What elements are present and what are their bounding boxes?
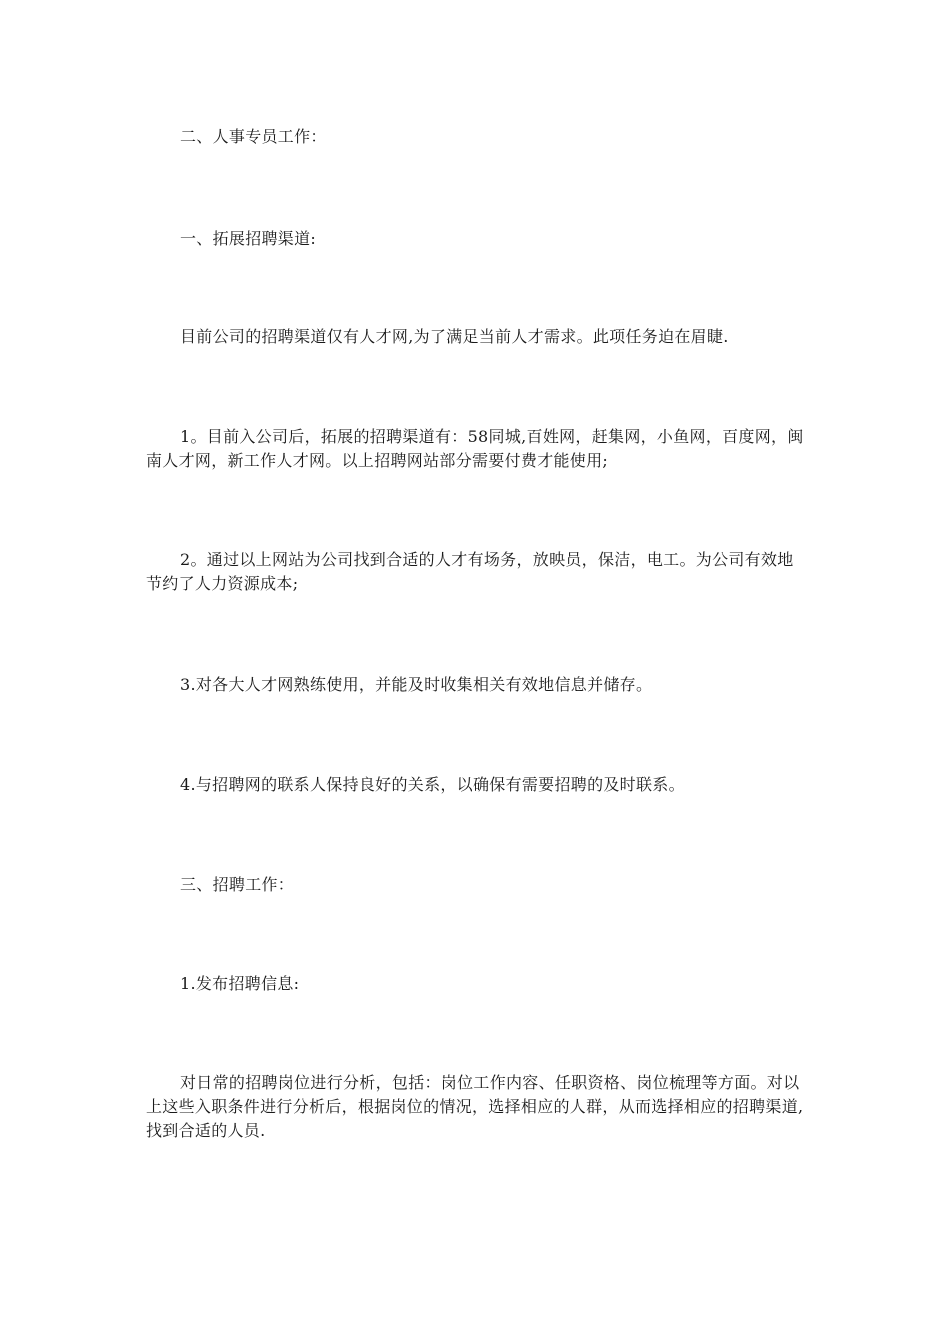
paragraph-position-analysis: 对日常的招聘岗位进行分析，包括：岗位工作内容、任职资格、岗位梳理等方面。对以上这些入职条件进行分析后，根据岗位的情况，选择相应的人群，从而选择相应的招聘渠道,找到合适的人员.	[146, 1073, 804, 1140]
paragraph-current-channels: 目前公司的招聘渠道仅有人才网,为了满足当前人才需求。此项任务迫在眉睫.	[180, 327, 729, 346]
list-item-3-usage: 3.对各大人才网熟练使用，并能及时收集相关有效地信息并储存。	[180, 675, 653, 694]
subsection-heading-expand-channels: 一、拓展招聘渠道:	[180, 229, 317, 248]
section-heading-hr-specialist: 二、人事专员工作：	[180, 127, 327, 146]
list-item-1-new-channels: 1。目前入公司后，拓展的招聘渠道有：58同城,百姓网，赶集网，小鱼网，百度网，闽南人才网，新工作人才网。以上招聘网站部分需要付费才能使用;	[146, 427, 804, 470]
subsection-heading-publish-info: 1.发布招聘信息:	[180, 974, 300, 993]
list-item-4-relations: 4.与招聘网的联系人保持良好的关系，以确保有需要招聘的及时联系。	[180, 775, 685, 794]
section-heading-recruitment: 三、招聘工作：	[180, 875, 295, 894]
list-item-2-hires: 2。通过以上网站为公司找到合适的人才有场务，放映员，保洁，电工。为公司有效地节约了人力资源成本;	[146, 550, 794, 593]
